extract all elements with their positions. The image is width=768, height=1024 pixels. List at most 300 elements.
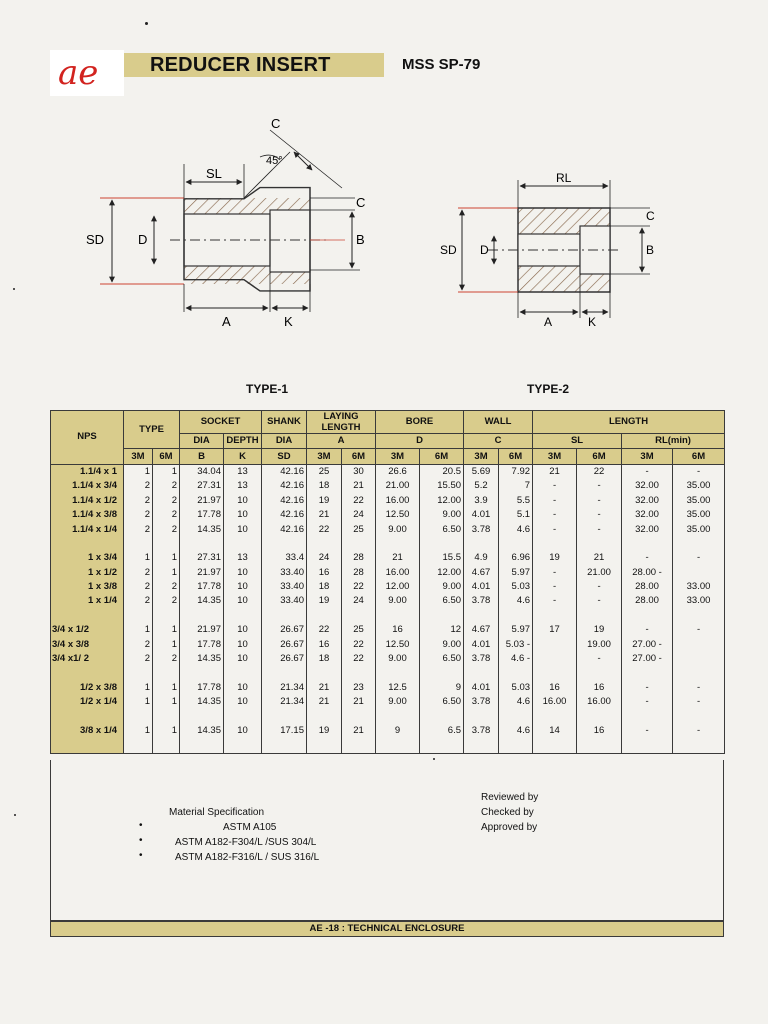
cell-d3 [376,709,420,723]
cell-rl3: 32.00 [622,494,673,508]
cell-d6: 9.00 [420,637,464,651]
cell-a3 [307,537,342,551]
cell-d6 [420,666,464,680]
cell-t3: 2 [124,494,153,508]
table-row [51,695,725,709]
table-body [51,464,725,753]
cell-rl6: - [673,551,725,565]
cell-b: 17.78 [180,580,224,594]
cell-rl3: 28.00 - [622,566,673,580]
cell-sl6: - [577,594,622,608]
cell-c6: 5.03 [499,681,533,695]
cell-t6: 1 [153,695,180,709]
type1-label: TYPE-1 [246,382,289,396]
cell-sd: 33.40 [262,566,307,580]
cell-c6: 5.97 [499,623,533,637]
cell-a6: 24 [342,508,376,522]
cell-c6: 7.92 [499,464,533,479]
type2-drawing [438,168,668,328]
cell-a3: 18 [307,652,342,666]
header-d: D [376,434,464,449]
cell-sl6 [577,738,622,753]
cell-sl6 [577,609,622,623]
cell-d3: 12.50 [376,637,420,651]
cell-c6: 4.6 - [499,652,533,666]
cell-c3: 3.78 [464,522,499,536]
table-spacer-row [51,537,725,551]
cell-k [224,609,262,623]
table-row [51,580,725,594]
cell-d6: 6.5 [420,724,464,738]
svg-text:RL: RL [556,171,572,185]
header-socket-dia: DIA [180,434,224,449]
cell-sl6 [577,709,622,723]
cell-sl6: - [577,652,622,666]
cell-t6: 2 [153,594,180,608]
cell-c3 [464,609,499,623]
svg-text:D: D [138,232,148,247]
cell-d3: 12.5 [376,681,420,695]
nps-cell [51,738,124,753]
cell-c3: 4.9 [464,551,499,565]
cell-b: 14.35 [180,724,224,738]
table-spacer-row [51,738,725,753]
nps-cell: 1.1/4 x 1/2 [51,494,124,508]
header-nps: NPS [51,411,124,465]
cell-sl6: 16.00 [577,695,622,709]
cell-d6: 12.00 [420,566,464,580]
cell-a6: 22 [342,637,376,651]
cell-a3: 25 [307,464,342,479]
cell-a6: 21 [342,724,376,738]
cell-t6: 1 [153,724,180,738]
header-3m: 3M [622,449,673,464]
cell-d3: 9 [376,724,420,738]
cell-d6 [420,537,464,551]
cell-d3: 9.00 [376,522,420,536]
cell-t3: 1 [124,724,153,738]
cell-d6: 9.00 [420,580,464,594]
cell-a6: 30 [342,464,376,479]
cell-k [224,709,262,723]
cell-a6 [342,666,376,680]
cell-sl6: 19 [577,623,622,637]
cell-rl6 [673,609,725,623]
cell-d6 [420,609,464,623]
cell-t6 [153,537,180,551]
cell-sl3: - [533,508,577,522]
cell-rl6 [673,637,725,651]
cell-t6: 2 [153,652,180,666]
cell-b: 14.35 [180,594,224,608]
cell-a3 [307,609,342,623]
cell-d6: 9.00 [420,508,464,522]
cell-k: 10 [224,494,262,508]
table-row [51,652,725,666]
cell-t3 [124,738,153,753]
cell-b: 14.35 [180,522,224,536]
cell-a6: 22 [342,652,376,666]
cell-rl6: - [673,724,725,738]
cell-a6 [342,709,376,723]
header-6m: 6M [673,449,725,464]
cell-t6: 2 [153,580,180,594]
cell-c6: 5.03 [499,580,533,594]
table-row [51,494,725,508]
svg-text:C: C [356,195,366,210]
cell-sl3: - [533,580,577,594]
table-row [51,508,725,522]
cell-d3: 9.00 [376,594,420,608]
cell-d3 [376,609,420,623]
cell-a3: 22 [307,623,342,637]
table-row [51,594,725,608]
cell-a6 [342,738,376,753]
cell-rl3: - [622,464,673,479]
header-length: LENGTH [533,411,725,434]
cell-c3: 4.01 [464,508,499,522]
nps-cell: 3/4 x 3/8 [51,637,124,651]
cell-b [180,709,224,723]
cell-d6: 6.50 [420,652,464,666]
cell-c6: 4.6 [499,724,533,738]
svg-text:A: A [222,314,231,329]
cell-a6: 21 [342,479,376,493]
cell-rl3 [622,609,673,623]
cell-a6: 24 [342,594,376,608]
nps-cell: 3/4 x1/ 2 [51,652,124,666]
cell-sl3: - [533,594,577,608]
cell-d6: 6.50 [420,594,464,608]
cell-k [224,666,262,680]
cell-rl6: 33.00 [673,594,725,608]
nps-cell: 1 x 1/4 [51,594,124,608]
cell-c3 [464,537,499,551]
cell-sl3: 16.00 [533,695,577,709]
cell-c6: 5.97 [499,566,533,580]
cell-t6: 1 [153,623,180,637]
scan-dot [145,22,148,25]
header-k: K [224,449,262,464]
cell-k: 10 [224,681,262,695]
cell-t3: 1 [124,551,153,565]
material-heading: Material Specification [169,807,265,818]
cell-d6: 12.00 [420,494,464,508]
cell-c6 [499,709,533,723]
cell-sd [262,609,307,623]
header-6m: 6M [420,449,464,464]
cell-t3: 1 [124,695,153,709]
header-6m: 6M [342,449,376,464]
cell-rl6: - [673,681,725,695]
nps-cell [51,609,124,623]
checked-by: Checked by [481,807,534,818]
cell-t3: 1 [124,681,153,695]
svg-text:45°: 45° [266,155,283,167]
cell-rl6 [673,537,725,551]
cell-sl6: 21 [577,551,622,565]
cell-b [180,738,224,753]
header-bore: BORE [376,411,464,434]
cell-a3: 19 [307,494,342,508]
type1-drawing [80,112,380,332]
cell-d3: 26.6 [376,464,420,479]
header-rl: RL(min) [622,434,725,449]
type2-label: TYPE-2 [527,382,570,396]
cell-t3: 1 [124,464,153,479]
cell-k: 10 [224,695,262,709]
cell-a3: 24 [307,551,342,565]
table-row [51,681,725,695]
header-6m: 6M [577,449,622,464]
cell-a6: 25 [342,522,376,536]
header-3m: 3M [376,449,420,464]
cell-t6: 2 [153,494,180,508]
cell-d3: 12.00 [376,580,420,594]
cell-rl3 [622,709,673,723]
header-3m: 3M [464,449,499,464]
cell-sl3 [533,666,577,680]
cell-c6: 5.03 - [499,637,533,651]
cell-rl6: - [673,464,725,479]
cell-d3: 16.00 [376,566,420,580]
header-laying-length: LAYING LENGTH [307,411,376,434]
footer-reference: AE -18 : TECHNICAL ENCLOSURE [50,921,724,937]
nps-cell [51,666,124,680]
cell-b: 21.97 [180,494,224,508]
cell-k: 13 [224,551,262,565]
nps-cell: 1 x 3/4 [51,551,124,565]
cell-c6 [499,609,533,623]
cell-b: 27.31 [180,479,224,493]
cell-b: 17.78 [180,508,224,522]
cell-c3: 4.67 [464,566,499,580]
cell-sl3: - [533,522,577,536]
table-spacer-row [51,709,725,723]
cell-sl3: 17 [533,623,577,637]
cell-c6 [499,537,533,551]
svg-text:K: K [588,315,597,328]
header-shank: SHANK [262,411,307,434]
cell-a6: 25 [342,623,376,637]
header-socket: SOCKET [180,411,262,434]
cell-k: 10 [224,522,262,536]
cell-d6: 20.5 [420,464,464,479]
cell-d3 [376,738,420,753]
cell-c6: 7 [499,479,533,493]
cell-rl6: 35.00 [673,494,725,508]
header-b: B [180,449,224,464]
cell-sl3 [533,609,577,623]
cell-c3: 4.01 [464,681,499,695]
dimension-table [50,410,725,754]
cell-sd: 42.16 [262,479,307,493]
cell-k [224,738,262,753]
cell-c3: 4.67 [464,623,499,637]
cell-d6: 12 [420,623,464,637]
cell-sl3 [533,738,577,753]
cell-a3: 21 [307,695,342,709]
cell-rl3 [622,738,673,753]
cell-a6: 23 [342,681,376,695]
svg-text:C: C [646,209,655,223]
cell-t3: 2 [124,637,153,651]
cell-c3: 5.2 [464,479,499,493]
cell-sd: 42.16 [262,508,307,522]
cell-c6: 5.5 [499,494,533,508]
cell-a6 [342,609,376,623]
cell-b: 14.35 [180,652,224,666]
cell-sl6 [577,537,622,551]
cell-d3 [376,537,420,551]
cell-sl6: - [577,494,622,508]
header-sl: SL [533,434,622,449]
cell-sd: 21.34 [262,681,307,695]
cell-k [224,537,262,551]
cell-k: 10 [224,724,262,738]
cell-sl3 [533,637,577,651]
cell-sl6 [577,666,622,680]
nps-cell: 3/8 x 1/4 [51,724,124,738]
cell-d6: 6.50 [420,522,464,536]
svg-text:K: K [284,314,293,329]
cell-c6: 4.6 [499,695,533,709]
cell-d3: 9.00 [376,652,420,666]
cell-d3: 16.00 [376,494,420,508]
cell-k: 10 [224,637,262,651]
cell-rl3: 32.00 [622,508,673,522]
cell-c3: 4.01 [464,580,499,594]
cell-d6: 15.5 [420,551,464,565]
cell-t6: 1 [153,464,180,479]
cell-t6 [153,709,180,723]
cell-d3: 21 [376,551,420,565]
header-a: A [307,434,376,449]
bullet-icon: • [139,850,143,861]
cell-d3: 12.50 [376,508,420,522]
svg-text:SD: SD [440,243,457,257]
cell-k: 13 [224,464,262,479]
nps-cell: 1.1/4 x 3/8 [51,508,124,522]
cell-sl6: - [577,479,622,493]
cell-c3 [464,738,499,753]
material-item: ASTM A182-F316/L / SUS 316/L [175,852,320,863]
cell-a6: 28 [342,551,376,565]
cell-rl6 [673,709,725,723]
cell-t6 [153,666,180,680]
cell-c6: 4.6 [499,522,533,536]
header-3m: 3M [124,449,153,464]
cell-c6: 6.96 [499,551,533,565]
cell-t3 [124,666,153,680]
cell-sd: 17.15 [262,724,307,738]
cell-sd: 33.40 [262,594,307,608]
cell-k: 10 [224,508,262,522]
header-3m: 3M [307,449,342,464]
cell-sl3 [533,709,577,723]
cell-rl3: 27.00 - [622,637,673,651]
cell-sl6: 21.00 [577,566,622,580]
cell-a3: 18 [307,479,342,493]
svg-text:B: B [646,243,655,257]
cell-a3: 16 [307,566,342,580]
table-row [51,522,725,536]
cell-rl3: 27.00 - [622,652,673,666]
cell-a3: 21 [307,508,342,522]
cell-c6 [499,666,533,680]
cell-rl6 [673,738,725,753]
table-row [51,637,725,651]
cell-d6 [420,709,464,723]
svg-text:ae: ae [58,53,99,93]
cell-sl6: 19.00 [577,637,622,651]
cell-rl3: - [622,551,673,565]
cell-t6: 1 [153,566,180,580]
cell-c3: 4.01 [464,637,499,651]
cell-k: 13 [224,479,262,493]
cell-c3: 3.9 [464,494,499,508]
cell-sl3: 14 [533,724,577,738]
cell-rl6 [673,666,725,680]
header-c: C [464,434,533,449]
cell-c6: 4.6 [499,594,533,608]
header-type: TYPE [124,411,180,449]
notes-section [50,760,724,921]
cell-sd [262,666,307,680]
cell-sd: 21.34 [262,695,307,709]
cell-k: 10 [224,623,262,637]
material-item: ASTM A105 [223,822,277,833]
cell-sd: 26.67 [262,652,307,666]
cell-t3: 2 [124,652,153,666]
scan-dot [13,288,15,290]
cell-a3 [307,738,342,753]
table-row [51,724,725,738]
table-row [51,464,725,479]
cell-d3: 9.00 [376,695,420,709]
cell-sd: 42.16 [262,494,307,508]
cell-t6: 1 [153,551,180,565]
nps-cell: 1 x 1/2 [51,566,124,580]
cell-rl3 [622,666,673,680]
cell-b: 21.97 [180,623,224,637]
cell-rl3: - [622,681,673,695]
cell-rl6: 33.00 [673,580,725,594]
cell-sl6: 16 [577,681,622,695]
cell-c3: 3.78 [464,724,499,738]
cell-d6: 6.50 [420,695,464,709]
cell-sl3: - [533,566,577,580]
header-3m: 3M [533,449,577,464]
page-title: REDUCER INSERT [150,54,331,76]
nps-cell: 1/2 x 3/8 [51,681,124,695]
cell-b [180,537,224,551]
svg-text:A: A [544,315,553,328]
cell-b: 17.78 [180,637,224,651]
cell-sd: 42.16 [262,522,307,536]
cell-rl6: - [673,695,725,709]
cell-sl6: - [577,522,622,536]
cell-sl3: - [533,479,577,493]
cell-b [180,666,224,680]
header-wall: WALL [464,411,533,434]
cell-sd: 33.4 [262,551,307,565]
cell-t6: 2 [153,479,180,493]
cell-sl3: - [533,494,577,508]
cell-sl6: - [577,580,622,594]
cell-b: 21.97 [180,566,224,580]
cell-sl3: 16 [533,681,577,695]
